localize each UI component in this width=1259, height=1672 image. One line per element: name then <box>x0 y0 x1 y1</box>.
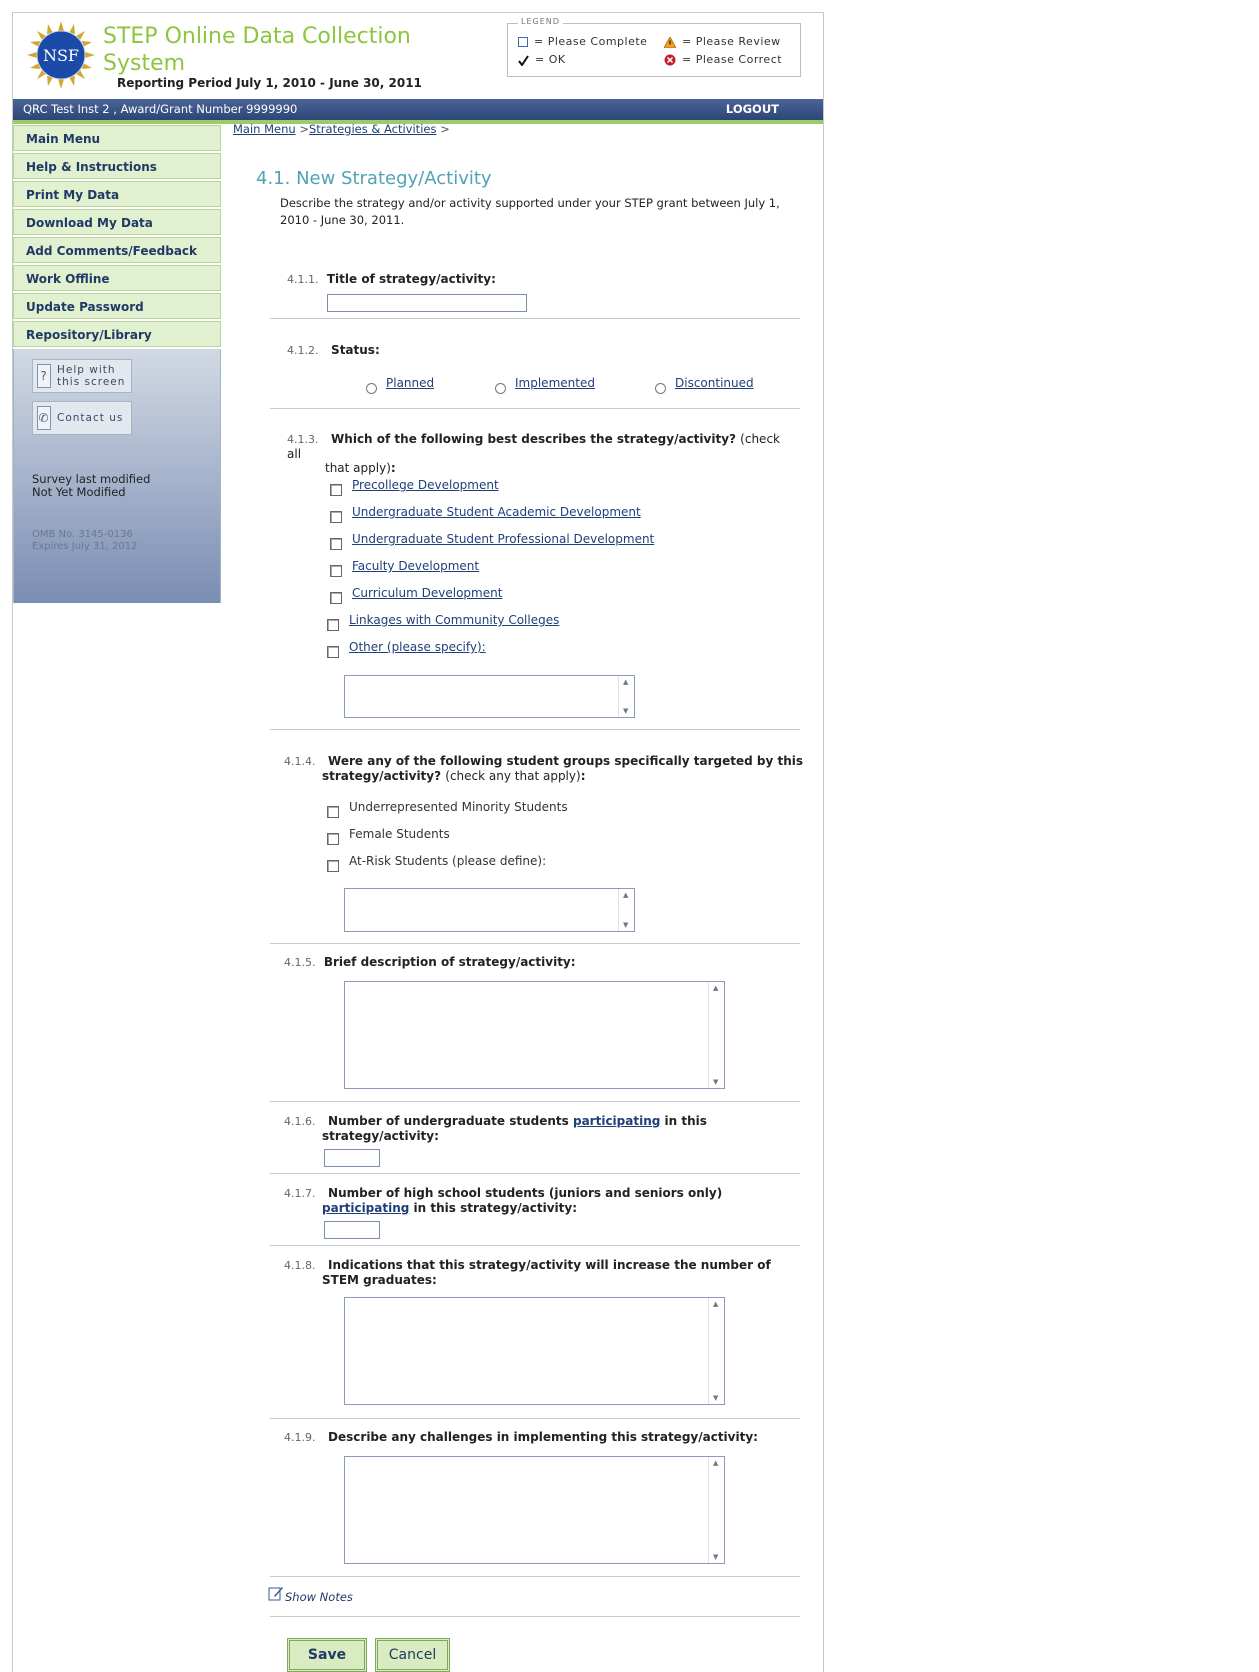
scrollbar[interactable]: ▲ ▼ <box>708 982 724 1088</box>
square-icon <box>518 37 528 47</box>
warning-icon <box>664 37 676 48</box>
question-highschool-participating: 4.1.7. Number of high school students (juniors and seniors only) participating in this strategy/activity: <box>284 1186 723 1215</box>
app-title: STEP Online Data Collection System <box>103 24 411 76</box>
checkbox-curriculum[interactable] <box>330 592 342 604</box>
award-info: QRC Test Inst 2 , Award/Grant Number 9999990 <box>23 102 298 116</box>
status-implemented-label[interactable]: Implemented <box>515 376 595 390</box>
sidebar-item-work-offline[interactable]: Work Offline <box>13 265 221 291</box>
reporting-period: Reporting Period July 1, 2010 - June 30, 2011 <box>117 76 422 90</box>
scrollbar[interactable]: ▲ ▼ <box>618 889 634 931</box>
participating-link[interactable]: participating <box>322 1201 410 1215</box>
legend-please-review: = Please Review <box>664 35 781 48</box>
survey-modified: Survey last modified Not Yet Modified <box>32 472 151 499</box>
help-icon: ? <box>37 364 51 388</box>
divider <box>270 318 800 319</box>
participating-link[interactable]: participating <box>572 1114 661 1128</box>
divider <box>270 1418 800 1419</box>
question-title: 4.1.1. Title of strategy/activity: <box>287 272 496 286</box>
nsf-logo <box>27 21 95 89</box>
page-title: 4.1. New Strategy/Activity <box>256 168 492 189</box>
brief-description-textarea[interactable] <box>344 981 725 1089</box>
breadcrumb-strategies[interactable]: Strategies & Activities <box>308 122 437 136</box>
challenges-textarea[interactable] <box>344 1456 725 1564</box>
sidebar-item-download-my-data[interactable]: Download My Data <box>13 209 221 235</box>
sidebar-item-repository-library[interactable]: Repository/Library <box>13 321 221 347</box>
help-with-screen-button[interactable]: ? Help with this screen <box>32 359 132 393</box>
sidebar-item-help-instructions[interactable]: Help & Instructions <box>13 153 221 179</box>
status-planned-label[interactable]: Planned <box>386 376 435 390</box>
legend <box>507 17 801 77</box>
legend-please-correct: = Please Correct <box>664 53 782 66</box>
divider <box>270 729 800 730</box>
checkbox-female[interactable] <box>327 833 339 845</box>
legend-ok: = OK <box>518 53 566 66</box>
question-brief-description: 4.1.5. Brief description of strategy/activity: <box>284 955 576 969</box>
highschool-count-input[interactable] <box>324 1221 380 1239</box>
question-student-groups: 4.1.4. Were any of the following student groups specifically targeted by this strategy/activity? (check any that apply): <box>284 754 804 783</box>
label-other[interactable]: Other (please specify): <box>349 640 486 654</box>
logout-link[interactable]: LOGOUT <box>725 102 779 116</box>
divider <box>270 943 800 944</box>
undergrad-count-input[interactable] <box>324 1149 380 1167</box>
legend-title: LEGEND <box>518 17 563 26</box>
sidebar-item-add-comments[interactable]: Add Comments/Feedback <box>13 237 221 263</box>
status-discontinued-label[interactable]: Discontinued <box>675 376 754 390</box>
label-curriculum[interactable]: Curriculum Development <box>352 586 503 600</box>
divider <box>270 1245 800 1246</box>
checkbox-community-colleges[interactable] <box>327 619 339 631</box>
question-challenges: 4.1.9. Describe any challenges in implementing this strategy/activity: <box>284 1430 758 1444</box>
status-implemented-radio[interactable] <box>495 383 506 394</box>
error-icon <box>664 54 676 66</box>
label-community-colleges[interactable]: Linkages with Community Colleges <box>349 613 560 627</box>
at-risk-define-textarea[interactable] <box>344 888 635 932</box>
status-planned-radio[interactable] <box>366 383 377 394</box>
label-precollege[interactable]: Precollege Development <box>352 478 499 492</box>
breadcrumb-main-menu[interactable]: Main Menu <box>233 122 296 136</box>
other-specify-textarea[interactable] <box>344 675 635 718</box>
checkbox-minority[interactable] <box>327 806 339 818</box>
scrollbar[interactable]: ▲ ▼ <box>618 676 634 717</box>
label-undergrad-academic[interactable]: Undergraduate Student Academic Development <box>352 505 641 519</box>
divider <box>270 1616 800 1617</box>
sidebar-item-update-password[interactable]: Update Password <box>13 293 221 319</box>
checkbox-undergrad-academic[interactable] <box>330 511 342 523</box>
legend-please-complete: = Please Complete <box>518 35 647 48</box>
notes-icon[interactable] <box>268 1585 284 1601</box>
cancel-button[interactable]: Cancel <box>375 1638 450 1672</box>
header <box>13 13 823 99</box>
divider <box>270 408 800 409</box>
svg-text:NSF: NSF <box>42 46 80 65</box>
divider <box>270 1173 800 1174</box>
question-status: 4.1.2. Status: <box>287 343 380 357</box>
sidebar-item-print-my-data[interactable]: Print My Data <box>13 181 221 207</box>
checkbox-precollege[interactable] <box>330 484 342 496</box>
divider <box>270 1101 800 1102</box>
checkmark-icon <box>518 55 529 66</box>
omb-info: OMB No. 3145-0136 Expires July 31, 2012 <box>32 529 138 552</box>
label-female: Female Students <box>349 827 450 841</box>
show-notes-link[interactable]: Show Notes <box>285 1590 353 1604</box>
sidebar-item-main-menu[interactable]: Main Menu <box>13 125 221 151</box>
sidebar-panel <box>13 349 221 603</box>
contact-us-button[interactable]: ✆ Contact us <box>32 401 132 435</box>
page-frame <box>12 12 824 1672</box>
sidebar <box>13 125 221 603</box>
status-discontinued-radio[interactable] <box>655 383 666 394</box>
section-description: Describe the strategy and/or activity supported under your STEP grant between July 1, 2010 - June 30, 2011. <box>280 196 780 227</box>
phone-icon: ✆ <box>37 406 51 430</box>
checkbox-other[interactable] <box>327 646 339 658</box>
breadcrumb: Main Menu >Strategies & Activities > <box>233 122 450 136</box>
title-input[interactable] <box>327 294 527 312</box>
question-undergrad-participating: 4.1.6. Number of undergraduate students participating in this strategy/activity: <box>284 1114 707 1143</box>
label-at-risk: At-Risk Students (please define): <box>349 854 547 868</box>
label-minority: Underrepresented Minority Students <box>349 800 568 814</box>
question-describes: 4.1.3. Which of the following best describes the strategy/activity? (check all that apply): <box>287 432 780 475</box>
save-button[interactable]: Save <box>287 1638 367 1672</box>
checkbox-faculty[interactable] <box>330 565 342 577</box>
scrollbar[interactable]: ▲ ▼ <box>708 1457 724 1563</box>
divider <box>270 1576 800 1577</box>
label-faculty[interactable]: Faculty Development <box>352 559 480 573</box>
checkbox-undergrad-professional[interactable] <box>330 538 342 550</box>
scrollbar[interactable]: ▲ ▼ <box>708 1298 724 1404</box>
increase-graduates-textarea[interactable] <box>344 1297 725 1405</box>
top-bar <box>13 99 823 124</box>
checkbox-at-risk[interactable] <box>327 860 339 872</box>
question-increase-graduates: 4.1.8. Indications that this strategy/activity will increase the number of STEM graduates: <box>284 1258 771 1287</box>
label-undergrad-professional[interactable]: Undergraduate Student Professional Development <box>352 532 655 546</box>
